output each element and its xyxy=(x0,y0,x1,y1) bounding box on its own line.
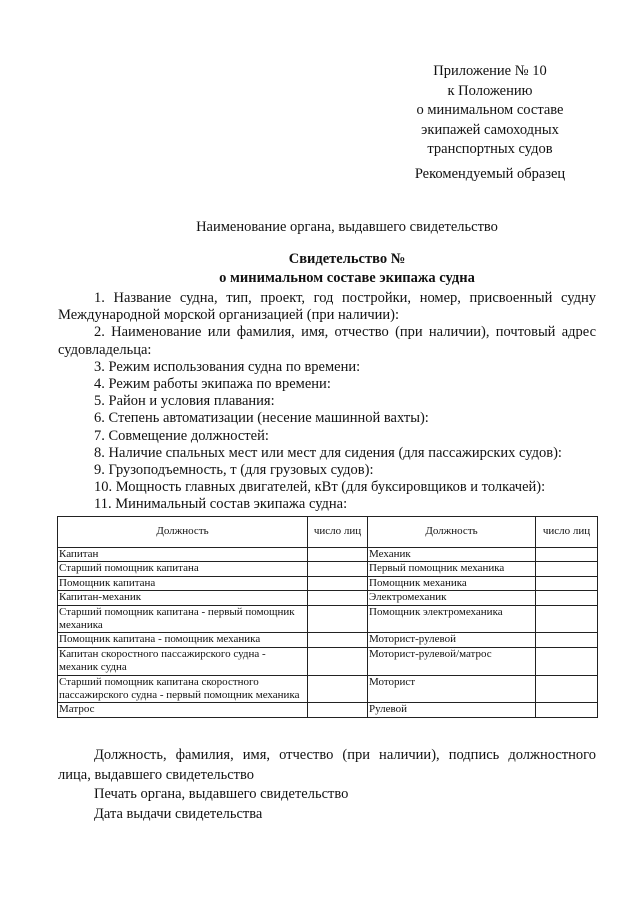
count-cell xyxy=(536,647,598,675)
certificate-items xyxy=(58,290,596,514)
crew-table xyxy=(57,516,598,718)
position-cell: Электромеханик xyxy=(368,591,536,605)
item-4: 4. Режим работы экипажа по времени: xyxy=(94,376,331,393)
count-cell xyxy=(308,633,368,647)
table-row xyxy=(58,576,598,590)
table-row xyxy=(58,548,598,562)
item-1-line2: Международной морской организацией (при наличии): xyxy=(58,307,400,324)
header-count: число лиц xyxy=(308,517,368,548)
signature-block xyxy=(58,746,596,824)
table-row xyxy=(58,647,598,675)
count-cell xyxy=(536,605,598,633)
count-cell xyxy=(308,576,368,590)
position-cell: Механик xyxy=(368,548,536,562)
count-cell xyxy=(536,633,598,647)
title-line: Свидетельство № xyxy=(288,251,406,267)
count-cell xyxy=(308,675,368,703)
count-cell xyxy=(308,703,368,717)
count-cell xyxy=(536,576,598,590)
count-cell xyxy=(308,562,368,576)
item-6: 6. Степень автоматизации (несение машинной вахты): xyxy=(94,410,429,427)
position-cell: Рулевой xyxy=(368,703,536,717)
table-row xyxy=(58,562,598,576)
position-cell: Первый помощник механика xyxy=(368,562,536,576)
position-cell: Моторист-рулевой/матрос xyxy=(368,647,536,675)
count-cell xyxy=(308,548,368,562)
item-1-line1: 1. Название судна, тип, проект, год постройки, номер, присвоенный судну xyxy=(94,290,596,306)
annex-line: экипажей самоходных xyxy=(421,121,559,138)
table-row xyxy=(58,703,598,717)
count-cell xyxy=(308,605,368,633)
official-signature-line2: лица, выдавшего свидетельство xyxy=(58,766,254,783)
position-cell: Матрос xyxy=(58,703,308,717)
item-10: 10. Мощность главных двигателей, кВт (для буксировщиков и толкачей): xyxy=(94,479,546,496)
table-row xyxy=(58,605,598,633)
table-row xyxy=(58,675,598,703)
table-row xyxy=(58,591,598,605)
header-position: Должность xyxy=(368,517,536,548)
count-cell xyxy=(536,675,598,703)
count-cell xyxy=(308,591,368,605)
header-position: Должность xyxy=(58,517,308,548)
sample-label: Рекомендуемый образец xyxy=(414,166,566,182)
item-11: 11. Минимальный состав экипажа судна: xyxy=(94,496,348,513)
position-cell: Моторист xyxy=(368,675,536,703)
item-7: 7. Совмещение должностей: xyxy=(94,427,269,444)
annex-line: транспортных судов xyxy=(427,141,553,157)
count-cell xyxy=(536,703,598,717)
position-cell: Старший помощник капитана xyxy=(58,562,308,576)
position-cell: Старший помощник капитана - первый помощник механика xyxy=(58,605,308,633)
position-cell: Моторист-рулевой xyxy=(368,633,536,647)
position-cell: Капитан скоростного пассажирского судна - механик судна xyxy=(58,647,308,675)
count-cell xyxy=(536,548,598,562)
document-title xyxy=(0,250,640,288)
annex-line: Приложение № 10 xyxy=(433,63,547,79)
position-cell: Капитан-механик xyxy=(58,591,308,605)
item-2-line1: 2. Наименование или фамилия, имя, отчество (при наличии), почтовый адрес xyxy=(94,324,596,341)
annex-line: о минимальном составе xyxy=(416,102,564,118)
count-cell xyxy=(308,647,368,675)
item-9: 9. Грузоподъемность, т (для грузовых судов): xyxy=(94,462,374,479)
position-cell: Помощник электромеханика xyxy=(368,605,536,633)
item-8: 8. Наличие спальных мест или мест для сидения (для пассажирских судов): xyxy=(94,444,562,461)
item-3: 3. Режим использования судна по времени: xyxy=(94,358,361,375)
position-cell: Старший помощник капитана скоростного пассажирского судна - первый помощник механика xyxy=(58,675,308,703)
stamp-line: Печать органа, выдавшего свидетельство xyxy=(94,786,349,802)
issue-date-line: Дата выдачи свидетельства xyxy=(94,805,263,822)
issuer-name: Наименование органа, выдавшего свидетельство xyxy=(196,219,498,235)
official-signature-line1: Должность, фамилия, имя, отчество (при наличии), подпись должностного xyxy=(94,747,596,763)
item-5: 5. Район и условия плавания: xyxy=(94,393,275,410)
position-cell: Капитан xyxy=(58,548,308,562)
position-cell: Помощник капитана - помощник механика xyxy=(58,633,308,647)
item-2-line2: судовладельца: xyxy=(58,341,152,358)
annex-header xyxy=(392,62,588,160)
count-cell xyxy=(536,562,598,576)
table-header-row xyxy=(58,517,598,548)
annex-line: к Положению xyxy=(447,82,533,99)
position-cell: Помощник капитана xyxy=(58,576,308,590)
header-count: число лиц xyxy=(536,517,598,548)
count-cell xyxy=(536,591,598,605)
title-line: о минимальном составе экипажа судна xyxy=(219,270,475,286)
table-row xyxy=(58,633,598,647)
position-cell: Помощник механика xyxy=(368,576,536,590)
